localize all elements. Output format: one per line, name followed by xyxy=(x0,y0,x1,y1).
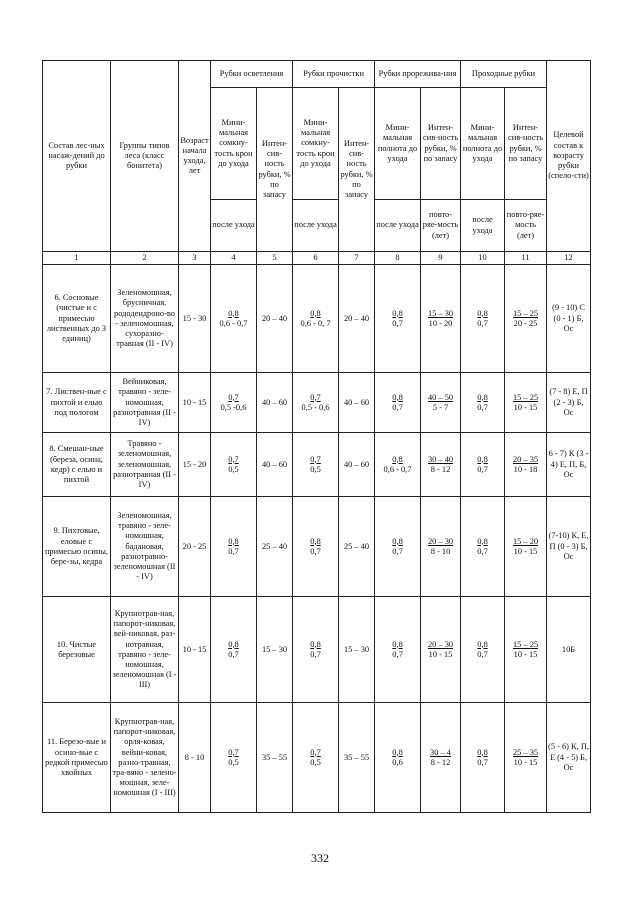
fraction-value xyxy=(477,748,487,768)
header-composition: Состав лес-ных насаж-дений до рубки xyxy=(43,61,111,252)
cell-thinning-density xyxy=(375,373,421,433)
fraction-denominator: 0,7 xyxy=(477,649,488,659)
col-number: 9 xyxy=(421,252,461,265)
cell-lightening-intensity: 25 – 40 xyxy=(257,497,293,597)
fraction-numerator: 0,8 xyxy=(477,308,488,318)
cell-lightening-intensity: 20 – 40 xyxy=(257,265,293,373)
header-intensity-2: Интен-сив-ность рубки, % по запасу xyxy=(339,88,375,252)
cell-passage-density xyxy=(461,373,505,433)
table-row xyxy=(43,597,591,703)
table-row xyxy=(43,433,591,497)
cell-passage-intensity xyxy=(505,597,547,703)
fraction-denominator: 0,5 -0,6 xyxy=(220,402,247,412)
cell-thinning-density xyxy=(375,703,421,813)
col-number: 11 xyxy=(505,252,547,265)
cell-cleaning-intensity: 20 – 40 xyxy=(339,265,375,373)
col-number: 10 xyxy=(461,252,505,265)
cell-lightening-intensity: 40 – 60 xyxy=(257,433,293,497)
fraction-value xyxy=(392,393,402,413)
fraction-value xyxy=(513,393,538,413)
col-number: 1 xyxy=(43,252,111,265)
fraction-denominator: 0,6 xyxy=(392,757,403,767)
cell-passage-density xyxy=(461,497,505,597)
fraction-denominator: 0,7 xyxy=(392,318,403,328)
cell-target-composition: (7-10) К, Е, П (0 - 3) Б, Ос xyxy=(547,497,591,597)
fraction-numerator: 15 – 20 xyxy=(512,536,539,546)
header-after-1: после ухода xyxy=(211,200,257,252)
fraction-numerator: 15 – 25 xyxy=(512,392,539,402)
cell-lightening-closure xyxy=(211,497,257,597)
fraction-denominator: 0,5 - 0,6 xyxy=(301,402,330,412)
fraction-value xyxy=(513,309,538,329)
fraction-value xyxy=(392,640,402,660)
fraction-value xyxy=(310,455,320,475)
cell-passage-intensity xyxy=(505,433,547,497)
header-min-closure-2: Мини-мальная сомкну-тость крон до ухода xyxy=(293,88,339,200)
cell-passage-intensity xyxy=(505,373,547,433)
cell-passage-density xyxy=(461,433,505,497)
fraction-denominator: 0,7 xyxy=(477,318,488,328)
cell-cleaning-closure xyxy=(293,265,339,373)
fraction-numerator: 30 – 40 xyxy=(427,454,454,464)
fraction-value xyxy=(392,748,402,768)
cell-lightening-closure xyxy=(211,433,257,497)
header-after-4: после ухода xyxy=(461,200,505,252)
cell-thinning-intensity xyxy=(421,433,461,497)
cell-cleaning-intensity: 40 – 60 xyxy=(339,373,375,433)
cell-composition: 8. Смешан-ные (береза, осина, кедр) с елью и пихтой xyxy=(43,433,111,497)
fraction-value xyxy=(477,309,487,329)
fraction-denominator: 0,5 xyxy=(228,464,239,474)
fraction-value xyxy=(384,455,412,475)
cell-thinning-density xyxy=(375,433,421,497)
cell-cleaning-intensity: 25 – 40 xyxy=(339,497,375,597)
cell-thinning-intensity xyxy=(421,373,461,433)
fraction-numerator: 25 – 35 xyxy=(512,747,539,757)
fraction-value xyxy=(221,393,247,413)
fraction-value xyxy=(477,640,487,660)
col-number: 8 xyxy=(375,252,421,265)
fraction-denominator: 0,5 xyxy=(310,464,321,474)
fraction-value xyxy=(310,748,320,768)
cell-lightening-closure xyxy=(211,597,257,703)
fraction-value xyxy=(310,640,320,660)
fraction-numerator: 0,8 xyxy=(228,536,239,546)
fraction-numerator: 40 – 50 xyxy=(427,392,454,402)
header-repeat-1: повто-ряе-мость (лет) xyxy=(421,200,461,252)
cell-lightening-closure xyxy=(211,373,257,433)
fraction-denominator: 0,5 xyxy=(228,757,239,767)
fraction-denominator: 0,6 - 0, 7 xyxy=(300,318,331,328)
cell-composition: 10. Чистые березовые xyxy=(43,597,111,703)
fraction-denominator: 0,7 xyxy=(392,649,403,659)
fraction-value xyxy=(428,640,453,660)
cell-forest-types: Крупнотрав-ная, папорот-никовая, вей-никовая, раз-нотравная, травяно - зеле-номошная, зеленомошная (I - III) xyxy=(111,597,179,703)
fraction-numerator: 0,8 xyxy=(392,536,403,546)
cell-passage-density xyxy=(461,597,505,703)
fraction-denominator: 0,7 xyxy=(310,546,321,556)
cell-start-age: 8 - 10 xyxy=(179,703,211,813)
header-repeat-2: повто-ряе-мость (лет) xyxy=(505,200,547,252)
fraction-numerator: 0,8 xyxy=(228,639,239,649)
fraction-value xyxy=(428,537,453,557)
table-body xyxy=(43,265,591,813)
cell-composition: 6. Сосновые (чистые и с примесью лиственных до 3 единиц) xyxy=(43,265,111,373)
fraction-numerator: 0,7 xyxy=(310,392,321,402)
fraction-value xyxy=(477,455,487,475)
fraction-denominator: 0,7 xyxy=(392,546,403,556)
fraction-denominator: 8 - 12 xyxy=(430,464,451,474)
fraction-denominator: 8 - 10 xyxy=(430,546,451,556)
fraction-value xyxy=(301,309,331,329)
header-target: Целевой состав к возрасту рубки (спело-сти) xyxy=(547,61,591,252)
header-min-density-2: Мини-мальная полнота до ухода xyxy=(461,88,505,200)
header-min-density-1: Мини-мальная полнота до ухода xyxy=(375,88,421,200)
fraction-numerator: 0,8 xyxy=(477,639,488,649)
cell-passage-intensity xyxy=(505,703,547,813)
fraction-denominator: 10 - 15 xyxy=(513,402,538,412)
fraction-numerator: 20 – 30 xyxy=(427,639,454,649)
fraction-value xyxy=(428,393,453,413)
header-row-1 xyxy=(43,61,591,88)
cell-lightening-closure xyxy=(211,265,257,373)
fraction-value xyxy=(513,748,538,768)
cell-lightening-intensity: 40 – 60 xyxy=(257,373,293,433)
cell-start-age: 15 - 30 xyxy=(179,265,211,373)
fraction-denominator: 0,7 xyxy=(477,546,488,556)
col-number: 7 xyxy=(339,252,375,265)
fraction-value xyxy=(302,393,330,413)
fraction-value xyxy=(310,537,320,557)
fraction-numerator: 0,8 xyxy=(310,536,321,546)
fraction-numerator: 0,7 xyxy=(310,747,321,757)
fraction-numerator: 0,8 xyxy=(392,747,403,757)
cell-composition: 7. Листвен-ные с пихтой и елью под пологом xyxy=(43,373,111,433)
fraction-numerator: 20 – 35 xyxy=(512,454,539,464)
header-min-closure-1: Мини-мальная сомкну-тость крон до ухода xyxy=(211,88,257,200)
cell-forest-types: Зеленомошная, брусничная, рододендроно-во - зеленомошная, сухоразно-травная (II - IV) xyxy=(111,265,179,373)
fraction-value xyxy=(428,455,453,475)
table-row xyxy=(43,703,591,813)
silviculture-table xyxy=(42,60,591,813)
table-row xyxy=(43,373,591,433)
header-lightening: Рубки осветления xyxy=(211,61,293,88)
fraction-numerator: 0,7 xyxy=(228,454,239,464)
column-number-row xyxy=(43,252,591,265)
fraction-denominator: 0,7 xyxy=(477,402,488,412)
fraction-denominator: 0,6 - 0,7 xyxy=(219,318,248,328)
header-start-age: Возраст начала ухода, лет xyxy=(179,61,211,252)
fraction-denominator: 0,7 xyxy=(392,402,403,412)
fraction-denominator: 0,7 xyxy=(477,757,488,767)
cell-cleaning-intensity: 15 – 30 xyxy=(339,597,375,703)
cell-target-composition: 6 - 7) К (3 - 4) Е, П, Б, Ос xyxy=(547,433,591,497)
cell-cleaning-closure xyxy=(293,497,339,597)
header-after-3: после ухода xyxy=(375,200,421,252)
cell-thinning-intensity xyxy=(421,597,461,703)
fraction-denominator: 10 - 15 xyxy=(513,546,538,556)
fraction-denominator: 20 - 25 xyxy=(513,318,538,328)
fraction-value xyxy=(477,537,487,557)
fraction-numerator: 0,8 xyxy=(310,308,321,318)
header-intensity-3: Интен-сив-ность рубки, % по запасу xyxy=(421,88,461,200)
table-row xyxy=(43,265,591,373)
cell-start-age: 15 - 20 xyxy=(179,433,211,497)
fraction-value xyxy=(228,748,238,768)
cell-cleaning-intensity: 35 – 55 xyxy=(339,703,375,813)
fraction-numerator: 0,7 xyxy=(228,747,239,757)
fraction-denominator: 10 - 15 xyxy=(513,649,538,659)
cell-passage-density xyxy=(461,703,505,813)
cell-cleaning-closure xyxy=(293,597,339,703)
header-intensity-1: Интен-сив-ность рубки, % по запасу xyxy=(257,88,293,252)
header-after-2: после ухода xyxy=(293,200,339,252)
fraction-denominator: 10 - 15 xyxy=(513,757,538,767)
fraction-denominator: 8 - 12 xyxy=(430,757,451,767)
fraction-value xyxy=(430,748,451,768)
fraction-value xyxy=(513,537,538,557)
fraction-denominator: 0,6 - 0,7 xyxy=(383,464,412,474)
cell-forest-types: Зеленомошная, травяно - зеле-номошная, бадановая, разнотравно-зеленомошная (II - IV) xyxy=(111,497,179,597)
fraction-value xyxy=(220,309,248,329)
fraction-value xyxy=(428,309,453,329)
cell-start-age: 20 - 25 xyxy=(179,497,211,597)
header-forest-types: Группы типов леса (класс бонитета) xyxy=(111,61,179,252)
cell-passage-density xyxy=(461,265,505,373)
fraction-denominator: 0,7 xyxy=(228,649,239,659)
fraction-denominator: 0,7 xyxy=(228,546,239,556)
fraction-numerator: 0,8 xyxy=(310,639,321,649)
col-number: 4 xyxy=(211,252,257,265)
fraction-numerator: 0,8 xyxy=(392,639,403,649)
fraction-numerator: 0,8 xyxy=(477,454,488,464)
fraction-denominator: 10 - 18 xyxy=(513,464,538,474)
header-passage: Проходные рубки xyxy=(461,61,547,88)
cell-cleaning-closure xyxy=(293,373,339,433)
fraction-numerator: 20 – 30 xyxy=(427,536,454,546)
cell-start-age: 10 - 15 xyxy=(179,597,211,703)
fraction-numerator: 0,8 xyxy=(392,308,403,318)
cell-composition: 11. Березо-вые и осино-вые с редкой примесью хвойных xyxy=(43,703,111,813)
fraction-value xyxy=(392,309,402,329)
col-number: 2 xyxy=(111,252,179,265)
cell-thinning-density xyxy=(375,497,421,597)
cell-passage-intensity xyxy=(505,265,547,373)
table-row xyxy=(43,497,591,597)
fraction-numerator: 0,8 xyxy=(477,392,488,402)
cell-passage-intensity xyxy=(505,497,547,597)
cell-thinning-density xyxy=(375,597,421,703)
cell-cleaning-intensity: 40 – 60 xyxy=(339,433,375,497)
fraction-denominator: 10 - 20 xyxy=(428,318,453,328)
cell-lightening-intensity: 15 – 30 xyxy=(257,597,293,703)
fraction-value xyxy=(228,640,238,660)
cell-target-composition: (9 - 10) С (0 - 1) Б, Ос xyxy=(547,265,591,373)
page-number: 332 xyxy=(311,851,329,865)
fraction-denominator: 0,5 xyxy=(310,757,321,767)
fraction-denominator: 0,7 xyxy=(477,464,488,474)
cell-thinning-intensity xyxy=(421,703,461,813)
fraction-numerator: 15 – 25 xyxy=(512,308,539,318)
fraction-numerator: 0,8 xyxy=(392,454,403,464)
cell-forest-types: Крупнотрав-ная, папорот-никовая, орля-ковая, вейни-ковая, разно-травная, тра-вяно - зелено-мошная, зеле-номошная (I - III) xyxy=(111,703,179,813)
fraction-denominator: 5 - 7 xyxy=(432,402,449,412)
fraction-value xyxy=(228,455,238,475)
cell-start-age: 10 - 15 xyxy=(179,373,211,433)
cell-lightening-intensity: 35 – 55 xyxy=(257,703,293,813)
fraction-value xyxy=(228,537,238,557)
cell-thinning-density xyxy=(375,265,421,373)
fraction-value xyxy=(513,455,538,475)
col-number: 6 xyxy=(293,252,339,265)
fraction-value xyxy=(477,393,487,413)
header-cleaning: Рубки прочистки xyxy=(293,61,375,88)
fraction-denominator: 10 - 15 xyxy=(428,649,453,659)
header-intensity-4: Интен-сив-ность рубки, % по запасу xyxy=(505,88,547,200)
fraction-numerator: 0,8 xyxy=(477,747,488,757)
fraction-numerator: 0,8 xyxy=(477,536,488,546)
cell-forest-types: Вейниковая, травяно - зеле-номошная, разнотравная (II - IV) xyxy=(111,373,179,433)
fraction-denominator: 0,7 xyxy=(310,649,321,659)
cell-target-composition: (5 - 6) К, П, Е (4 - 5) Б, Ос xyxy=(547,703,591,813)
fraction-numerator: 0,8 xyxy=(392,392,403,402)
col-number: 12 xyxy=(547,252,591,265)
fraction-numerator: 15 – 30 xyxy=(427,308,454,318)
fraction-numerator: 0,7 xyxy=(228,392,239,402)
cell-lightening-closure xyxy=(211,703,257,813)
col-number: 3 xyxy=(179,252,211,265)
cell-cleaning-closure xyxy=(293,433,339,497)
fraction-numerator: 15 – 25 xyxy=(512,639,539,649)
fraction-value xyxy=(392,537,402,557)
header-thinning: Рубки прорежива-ния xyxy=(375,61,461,88)
cell-target-composition: (7 - 8) Е, П (2 - 3) Б, Ос xyxy=(547,373,591,433)
cell-thinning-intensity xyxy=(421,265,461,373)
fraction-value xyxy=(513,640,538,660)
cell-composition: 9. Пихтовые, еловые с примесью осины, бере-зы, кедра xyxy=(43,497,111,597)
cell-cleaning-closure xyxy=(293,703,339,813)
cell-target-composition: 10Б xyxy=(547,597,591,703)
cell-thinning-intensity xyxy=(421,497,461,597)
fraction-numerator: 30 – 4 xyxy=(430,747,451,757)
fraction-numerator: 0,7 xyxy=(310,454,321,464)
col-number: 5 xyxy=(257,252,293,265)
cell-forest-types: Травяно - зеленомошная, зеленомошная, разнотравная (II - IV) xyxy=(111,433,179,497)
fraction-numerator: 0,8 xyxy=(228,308,239,318)
